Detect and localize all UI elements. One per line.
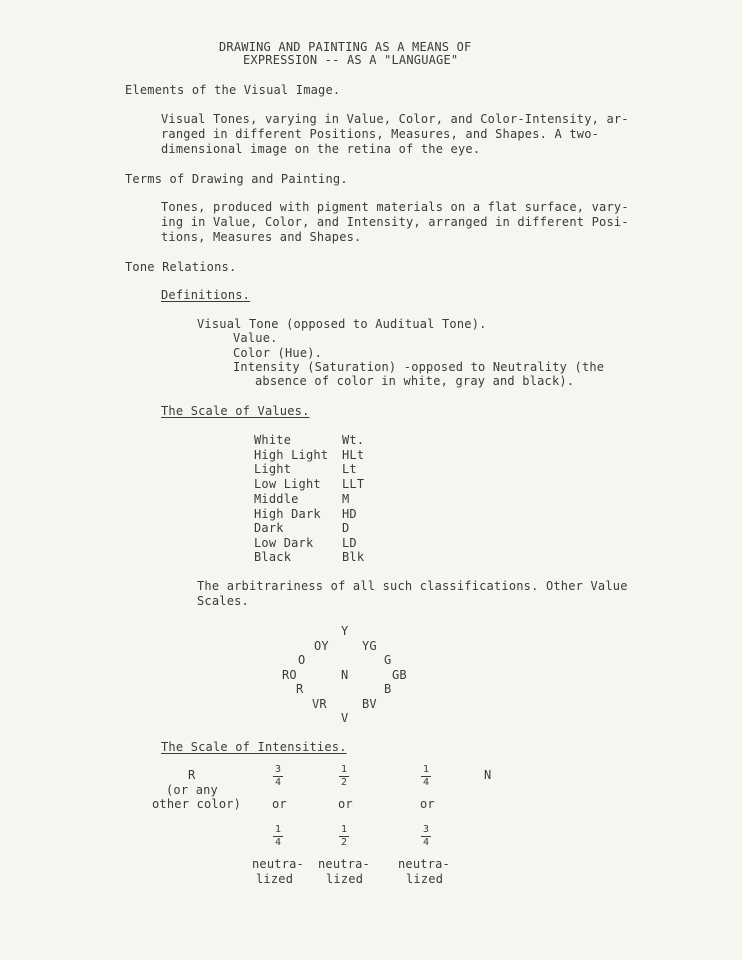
elements-line-3: dimensional image on the retina of the eye. bbox=[161, 142, 481, 156]
fraction-denominator: 4 bbox=[422, 777, 430, 788]
intensities-heading: The Scale of Intensities. bbox=[161, 740, 347, 754]
wheel-label-vr: VR bbox=[312, 697, 327, 711]
fraction-numerator: 3 bbox=[422, 824, 430, 835]
value-abbrev: HLt bbox=[342, 448, 365, 462]
fraction-numerator: 3 bbox=[274, 764, 282, 775]
wheel-label-n: N bbox=[341, 668, 349, 682]
fraction-top bbox=[336, 765, 352, 788]
value-name: Low Light bbox=[254, 477, 321, 491]
intensity-start-color: R bbox=[188, 768, 196, 782]
wheel-label-oy: OY bbox=[314, 639, 329, 653]
fraction-denominator: 4 bbox=[422, 837, 430, 848]
fraction-bottom bbox=[418, 825, 434, 848]
values-note-line-2: Scales. bbox=[197, 594, 249, 608]
value-abbrev: M bbox=[342, 492, 350, 506]
title-line-1: DRAWING AND PAINTING AS A MEANS OF bbox=[219, 40, 472, 54]
value-name: Low Dark bbox=[254, 536, 314, 550]
definition-color: Color (Hue). bbox=[233, 346, 323, 360]
fraction-denominator: 2 bbox=[340, 777, 348, 788]
value-abbrev: Lt bbox=[342, 462, 357, 476]
tone-relations-heading: Tone Relations. bbox=[125, 260, 237, 274]
fraction-denominator: 4 bbox=[274, 837, 282, 848]
wheel-label-yg: YG bbox=[362, 639, 377, 653]
values-heading: The Scale of Values. bbox=[161, 404, 310, 418]
wheel-label-r: R bbox=[296, 682, 304, 696]
intensity-note-line-1: (or any bbox=[166, 783, 218, 797]
fraction-top bbox=[418, 765, 434, 788]
wheel-label-o: O bbox=[298, 653, 306, 667]
neutralized-label-line-2: lized bbox=[326, 872, 364, 886]
fraction-numerator: 1 bbox=[340, 764, 348, 775]
definitions-heading: Definitions. bbox=[161, 288, 251, 302]
definition-visual-tone: Visual Tone (opposed to Auditual Tone). bbox=[197, 317, 487, 331]
definition-value: Value. bbox=[233, 331, 278, 345]
value-name: Dark bbox=[254, 521, 284, 535]
definition-intensity: Intensity (Saturation) -opposed to Neutrality (the bbox=[233, 360, 605, 374]
or-label: or bbox=[420, 797, 435, 811]
fraction-denominator: 4 bbox=[274, 777, 282, 788]
value-abbrev: Blk bbox=[342, 550, 365, 564]
fraction-numerator: 1 bbox=[274, 824, 282, 835]
terms-line-3: tions, Measures and Shapes. bbox=[161, 230, 362, 244]
elements-line-2: ranged in different Positions, Measures, and Shapes. A two- bbox=[161, 127, 600, 141]
elements-heading: Elements of the Visual Image. bbox=[125, 83, 341, 97]
wheel-label-y: Y bbox=[341, 624, 349, 638]
values-note-line-1: The arbitrariness of all such classifications. Other Value bbox=[197, 579, 628, 593]
value-name: High Dark bbox=[254, 507, 321, 521]
value-name: Black bbox=[254, 550, 292, 564]
value-name: Light bbox=[254, 462, 292, 476]
value-name: White bbox=[254, 433, 292, 447]
terms-heading: Terms of Drawing and Painting. bbox=[125, 172, 348, 186]
intensity-note-line-2: other color) bbox=[152, 797, 242, 811]
wheel-label-gb: GB bbox=[392, 668, 407, 682]
fraction-numerator: 1 bbox=[422, 764, 430, 775]
wheel-label-bv: BV bbox=[362, 697, 377, 711]
neutralized-label-line-2: lized bbox=[256, 872, 294, 886]
value-abbrev: LLT bbox=[342, 477, 365, 491]
fraction-top bbox=[270, 765, 286, 788]
value-abbrev: D bbox=[342, 521, 350, 535]
title-line-2: EXPRESSION -- AS A "LANGUAGE" bbox=[243, 53, 459, 67]
elements-line-1: Visual Tones, varying in Value, Color, and Color-Intensity, ar- bbox=[161, 112, 629, 126]
neutralized-label-line-1: neutra- bbox=[398, 857, 450, 871]
wheel-label-ro: RO bbox=[282, 668, 297, 682]
fraction-bottom bbox=[336, 825, 352, 848]
value-name: High Light bbox=[254, 448, 329, 462]
terms-line-1: Tones, produced with pigment materials on a flat surface, vary- bbox=[161, 200, 629, 214]
value-abbrev: Wt. bbox=[342, 433, 365, 447]
fraction-denominator: 2 bbox=[340, 837, 348, 848]
fraction-bottom bbox=[270, 825, 286, 848]
fraction-numerator: 1 bbox=[340, 824, 348, 835]
value-name: Middle bbox=[254, 492, 299, 506]
wheel-label-b: B bbox=[384, 682, 392, 696]
wheel-label-g: G bbox=[384, 653, 392, 667]
neutralized-label-line-1: neutra- bbox=[318, 857, 370, 871]
or-label: or bbox=[338, 797, 353, 811]
or-label: or bbox=[272, 797, 287, 811]
value-abbrev: HD bbox=[342, 507, 357, 521]
terms-line-2: ing in Value, Color, and Intensity, arranged in different Posi- bbox=[161, 215, 629, 229]
neutralized-label-line-1: neutra- bbox=[252, 857, 304, 871]
wheel-label-v: V bbox=[341, 711, 349, 725]
intensity-end-neutral: N bbox=[484, 768, 492, 782]
neutralized-label-line-2: lized bbox=[406, 872, 444, 886]
definition-intensity-cont: absence of color in white, gray and black). bbox=[255, 374, 575, 388]
value-abbrev: LD bbox=[342, 536, 357, 550]
